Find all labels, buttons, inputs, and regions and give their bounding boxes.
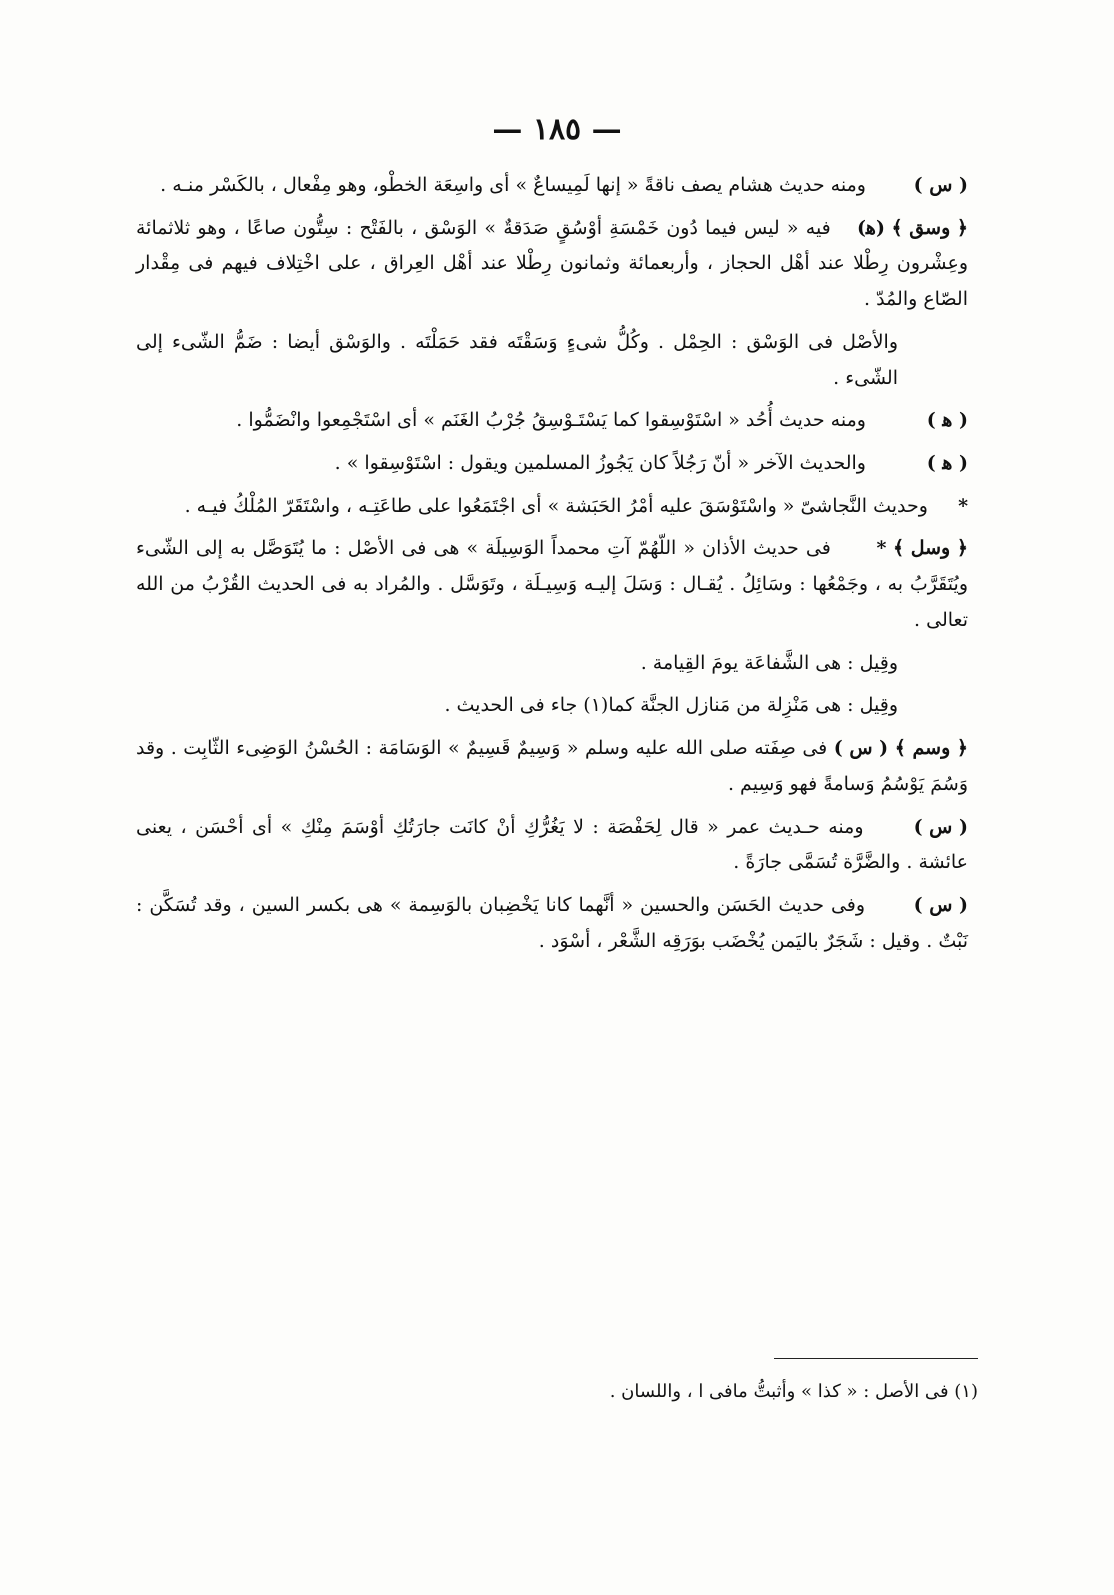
paragraph: [136, 646, 968, 682]
paragraph: [136, 888, 968, 959]
entry-paragraph: [136, 531, 968, 638]
paragraph: [136, 168, 968, 204]
entry-paragraph: [136, 731, 968, 802]
paragraph-text: والحديث الآخر « أنّ رَجُلاً كان يَجُوزُ المسلمين ويقول : اسْتَوْسِقوا » .: [334, 452, 866, 475]
paragraph: [136, 688, 968, 724]
entry-marker: ﴿ وسق ﴾ (ﻫ): [856, 216, 968, 239]
paragraph-marker: ( س ): [913, 893, 968, 916]
paragraph: [136, 810, 968, 881]
paragraph-text: وفى حديث الحَسَن والحسين « أنَّهما كانا يَخْضِبان بالوَسِمة » هى بكسر السين ، وقد تُسَكَّن : نَبْتٌ . وقيل : شَجَرٌ باليَمن يُخْضَب بوَرَقِه الشَّعْر ، أسْوَد .: [136, 893, 968, 952]
paragraph-text: فى حديث الأذان « اللّهُمّ آتِ محمداً الوَسِيلَة » هى فى الأصْل : ما يُتَوَصَّل به إلى الشّىء ويُتَقَرَّبُ به ، وجَمْعُها : وسَائِلُ . يُقـال : وَسَلَ إليـه وَسِيـلَة ، وتَوَسَّل . والمُراد به فى الحديث القُرْبُ من الله تعالى .: [136, 537, 968, 631]
paragraph-marker: ( س ): [913, 174, 968, 196]
paragraph-text: فى صِفَته صلى الله عليه وسلم « وَسِيمٌ قَسِيمٌ » الوَسَامَة : الحُسْنُ الوَضِىء الثّابِت . وقد وَسُمَ يَوْسُمُ وَسامةً فهو وَسِيم .: [136, 737, 968, 795]
paragraph: [136, 403, 968, 439]
paragraph-text: وقِيل : هى الشَّفاعَة يومَ القِيامة .: [640, 651, 898, 674]
entry-marker: ﴿ وسل ﴾ *: [876, 537, 968, 560]
paragraph-marker: *: [958, 494, 968, 517]
paragraph-marker: ( س ): [913, 815, 968, 838]
paragraph-text: فيه « ليس فيما دُون خَمْسَةِ أوْسُقٍ صَدَقةٌ » الوَسْق ، بالفَتْح : سِتُّون صاعًا ، وهو ثلاثمائة وعِشْرون رِطْلا عند أهْل الحجاز ، وأربعمائة وثمانون رِطْلا عند أهْل العِراق ، على اخْتِلاف فيهم فى مِقْدار الصّاع والمُدّ .: [136, 216, 968, 311]
paragraph: [136, 489, 968, 525]
paragraph-text: وحديث النَّجاشىّ « واسْتَوْسَقَ عليه أمْرُ الحَبَشة » أى اجْتَمَعُوا على طاعَتِـه ، واسْتَقَرّ المُلْكُ فيـه .: [184, 494, 928, 517]
page-number: — ١٨٥ —: [492, 112, 622, 147]
paragraph-marker: ( ﻫ ): [926, 409, 968, 432]
paragraph: [136, 446, 968, 482]
entry-marker: ﴿ وسم ﴾ ( س ): [833, 737, 968, 760]
paragraph-text: ومنه حديث أُحُد « اسْتَوْسِقوا كما يَسْتَـوْسِقُ جُرْبُ الغَنَم » أى اسْتَجْمِعوا وانْضَمُّوا .: [236, 409, 866, 432]
entry-paragraph: [136, 211, 968, 318]
paragraph-text: وقِيل : هى مَنْزِلة من مَنازل الجنَّة كما(١) جاء فى الحديث .: [444, 694, 898, 717]
paragraph-text: ومنه حديث هشام يصف ناقةً « إنها لَمِيساعٌ » أى واسِعَة الخطْو، وهو مِفْعال ، بالكَسْر منـه .: [160, 174, 866, 196]
main-text: [136, 168, 968, 966]
footnote: (١) فى الأصل : « كذا » وأثبتُّ مافى ا ، واللسان .: [609, 1381, 978, 1402]
paragraph-marker: ( ﻫ ): [926, 452, 968, 475]
footnote-divider: [774, 1358, 978, 1359]
paragraph-text: والأصْل فى الوَسْق : الحِمْل . وكُلُّ شىءٍ وَسَقْتَه فقد حَمَلْتَه . والوَسْق أيضا : ضَمُّ الشّىء إلى الشّىء .: [136, 330, 898, 389]
paragraph-text: ومنه حـديث عمر « قال لِحَفْصَة : لا يَغُرُّكِ أنْ كانَت جارَتُكِ أوْسَمَ مِنْكِ » أى أحْسَن ، يعنى عائشة . والضَّرَّة تُسَمَّى جارَةً .: [136, 815, 968, 874]
paragraph: [136, 325, 968, 396]
